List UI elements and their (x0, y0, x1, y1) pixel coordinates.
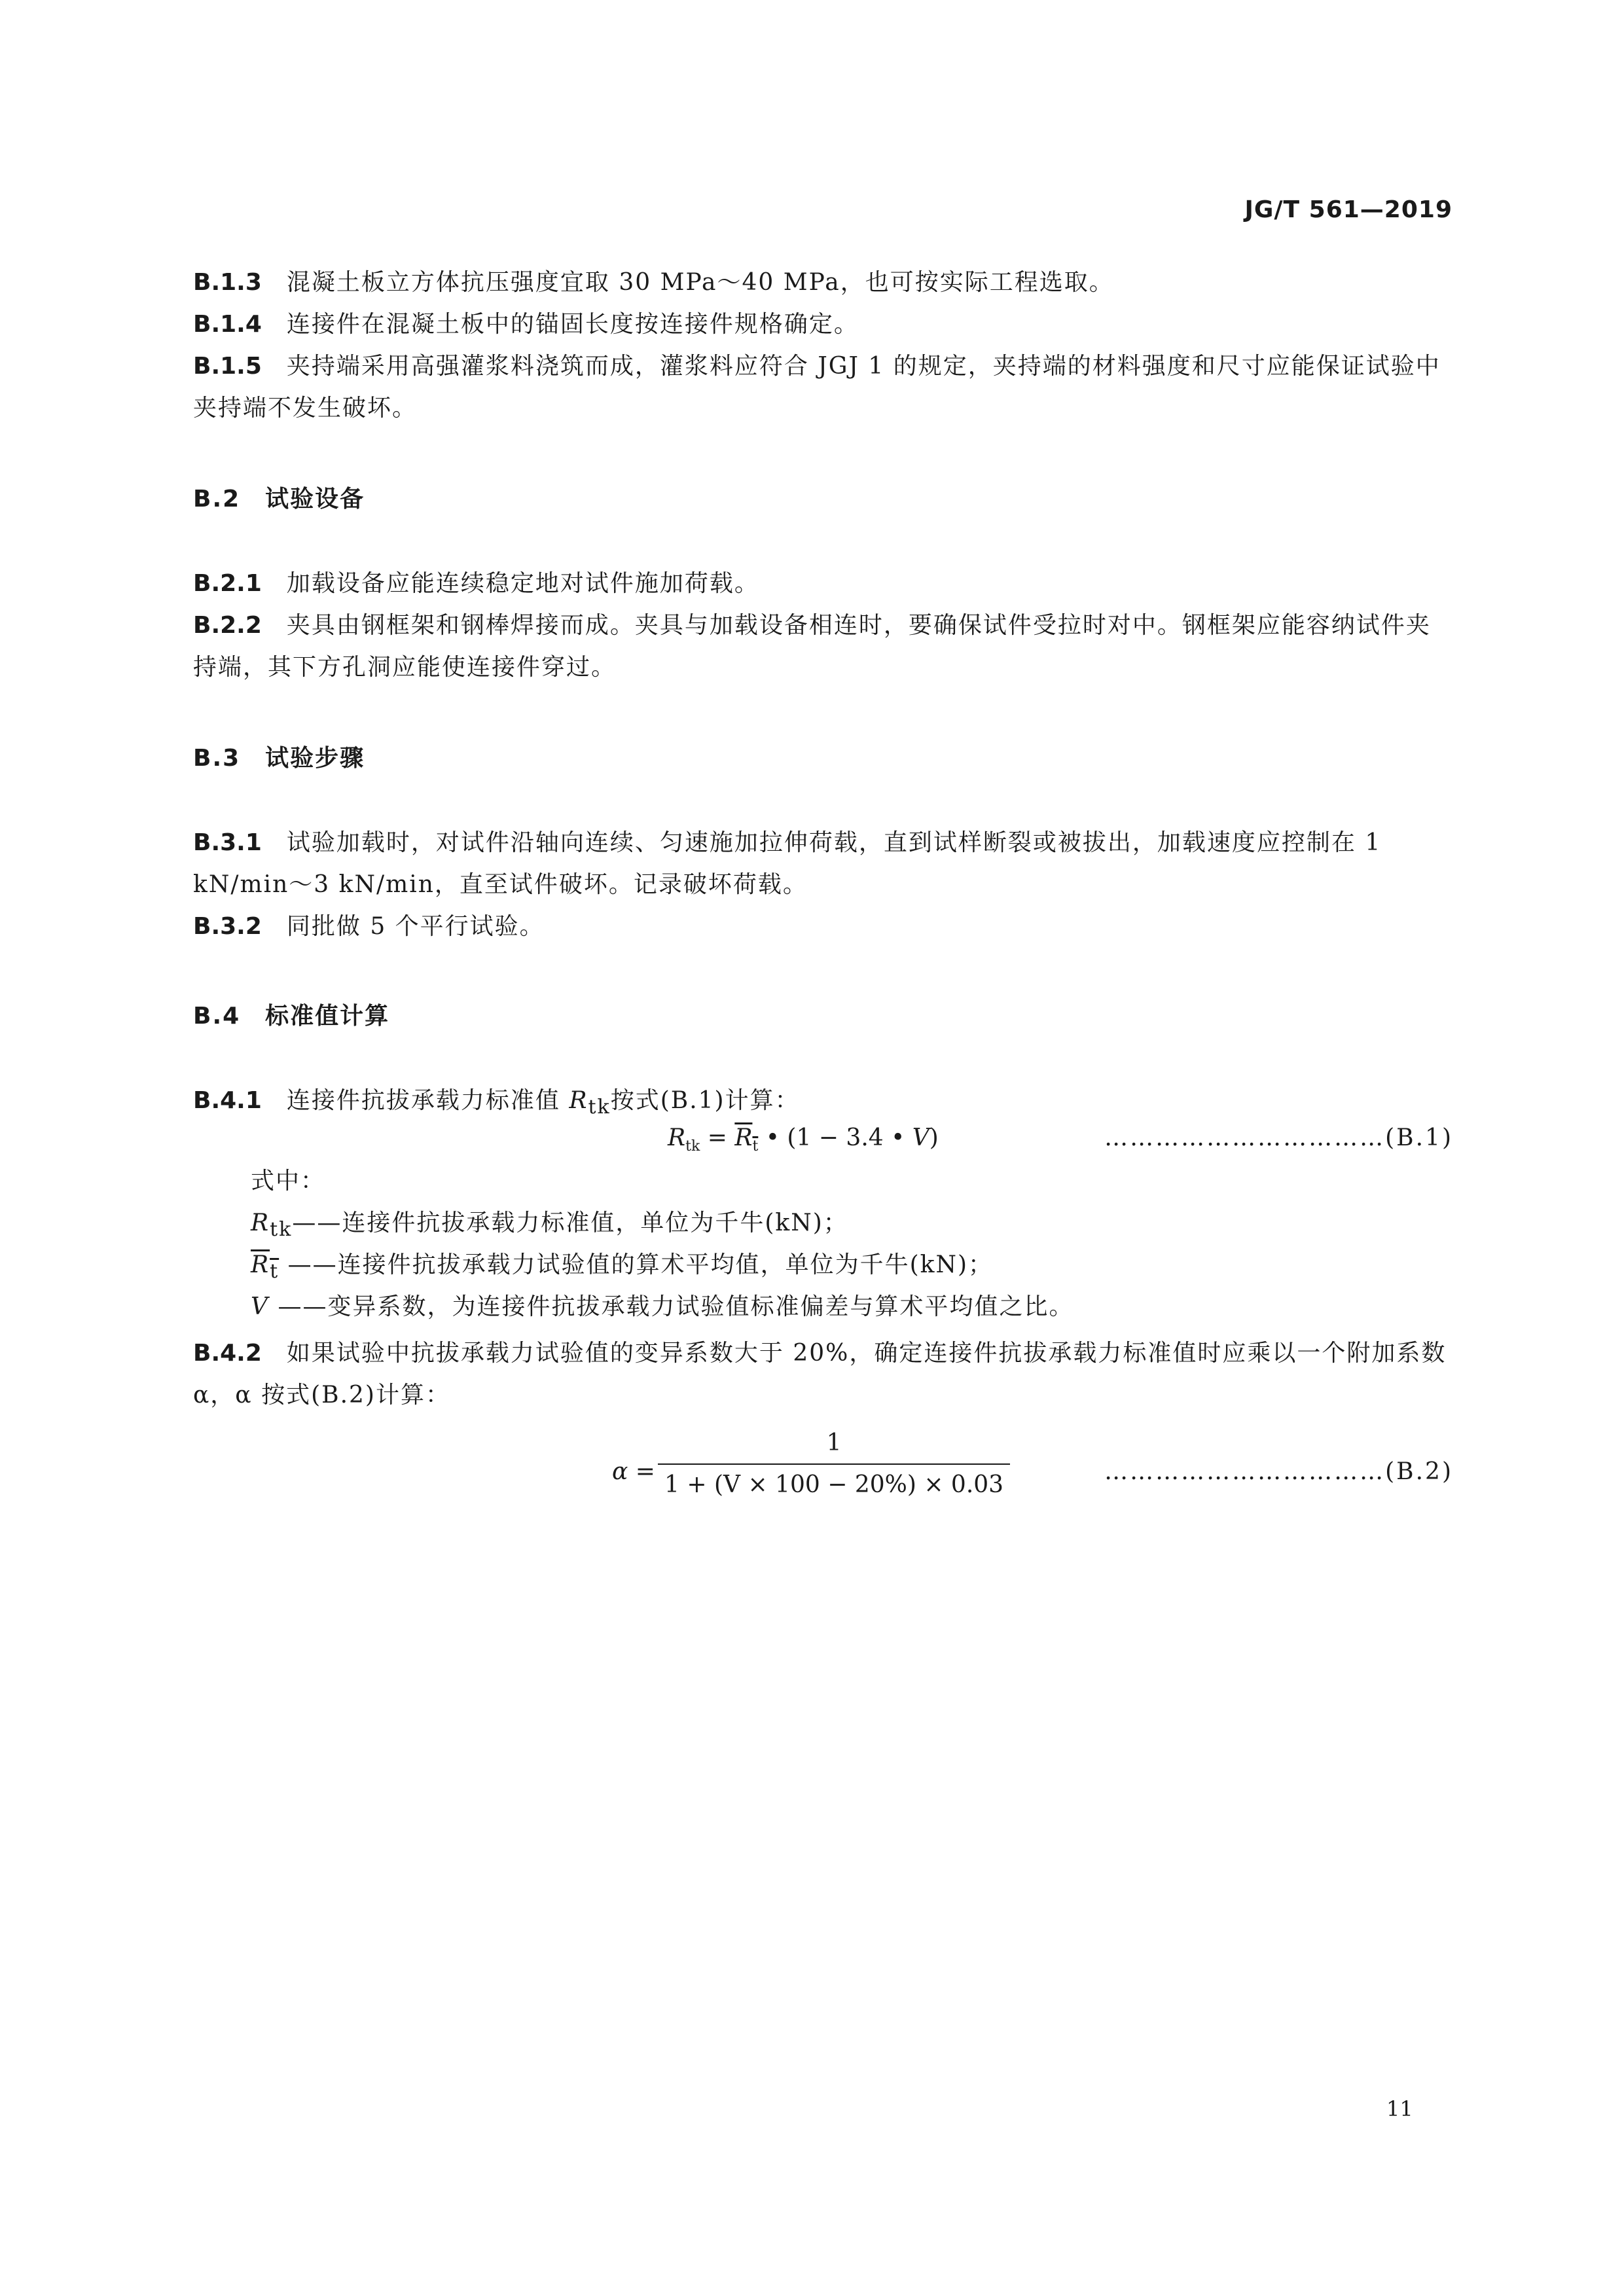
clause-b13 (193, 262, 1453, 304)
where-symbol: V (251, 1293, 269, 1320)
standard-number: JG/T 561—2019 (1244, 196, 1453, 223)
where-desc: ——连接件抗拔承载力标准值，单位为千牛(kN)； (292, 1210, 848, 1236)
formula-mean-sub: t (752, 1138, 759, 1155)
fraction-numerator: 1 (826, 1429, 842, 1456)
section-title: 试验步骤 (265, 745, 365, 772)
section-title: 试验设备 (265, 486, 365, 512)
formula-b2 (193, 1427, 1453, 1518)
clause-text: 混凝土板立方体抗压强度宜取 30 MPa～40 MPa，也可按实际工程选取。 (286, 269, 1114, 296)
section-heading-b2 (193, 483, 365, 516)
section-number: B.4 (193, 1003, 241, 1030)
formula-mean-symbol: R (734, 1124, 753, 1151)
where-item (251, 1249, 993, 1285)
where-item (251, 1207, 848, 1244)
clause-number: B.3.1 (193, 829, 262, 856)
formula-fraction (658, 1427, 1010, 1502)
page-number: 11 (1386, 2096, 1413, 2121)
clause-text: 同批做 5 个平行试验。 (286, 913, 545, 940)
formula-var: V (912, 1124, 929, 1151)
section-number: B.3 (193, 745, 241, 772)
formula-lhs: α (612, 1458, 628, 1485)
clause-b32 (193, 906, 1453, 948)
clause-text: 夹具由钢框架和钢棒焊接而成。夹具与加载设备相连时，要确保试件受拉时对中。钢框架应能容纳试件夹持端，其下方孔洞应能使连接件穿过。 (193, 612, 1431, 681)
formula-eq: = (700, 1124, 735, 1151)
clause-b15 (193, 346, 1453, 429)
where-symbol: R (251, 1251, 270, 1278)
clause-number: B.1.3 (193, 269, 262, 296)
where-mean (251, 1251, 280, 1283)
clause-b14 (193, 304, 1453, 346)
clause-text: 按式(B.1)计算： (610, 1087, 800, 1114)
equation-tag: ……………………………(B.1) (1104, 1124, 1453, 1151)
where-subscript: tk (270, 1218, 293, 1242)
clause-b31 (193, 822, 1453, 906)
clause-text: 如果试验中抗拔承载力试验值的变异系数大于 20%，确定连接件抗拔承载力标准值时应乘以一个附加系数 α，α 按式(B.2)计算： (193, 1340, 1447, 1408)
where-desc: ——变异系数，为连接件抗拔承载力试验值标准偏差与算术平均值之比。 (269, 1293, 1074, 1320)
equation-tag: ……………………………(B.2) (1104, 1458, 1453, 1485)
clause-number: B.2.2 (193, 612, 262, 639)
clause-text: 试验加载时，对试件沿轴向连续、匀速施加拉伸荷载，直到试样断裂或被拔出，加载速度应控制在 1 kN/min～3 kN/min，直至试件破坏。记录破坏荷载。 (193, 829, 1382, 898)
formula-mean (734, 1124, 759, 1155)
fraction-denominator: 1 + (V × 100 − 20%) × 0.03 (664, 1471, 1004, 1499)
where-desc: ——连接件抗拔承载力试验值的算术平均值，单位为千牛(kN)； (279, 1251, 994, 1278)
symbol-subscript: tk (588, 1096, 611, 1119)
clause-b42 (193, 1333, 1453, 1416)
clause-number: B.4.2 (193, 1340, 262, 1367)
where-subscript: t (270, 1260, 280, 1283)
section-number: B.2 (193, 486, 241, 512)
clause-number: B.1.4 (193, 311, 262, 338)
formula-rest: • (1 − 3.4 • (758, 1124, 912, 1151)
formula-lhs-sub: tk (685, 1138, 700, 1155)
clause-b22 (193, 605, 1453, 689)
clause-b21 (193, 563, 1453, 605)
clause-text: 连接件在混凝土板中的锚固长度按连接件规格确定。 (286, 311, 859, 338)
section-heading-b3 (193, 742, 365, 775)
formula-expression (668, 1122, 939, 1157)
clause-text: 夹持端采用高强灌浆料浇筑而成，灌浆料应符合 JGJ 1 的规定，夹持端的材料强度和尺寸应能保证试验中夹持端不发生破坏。 (193, 353, 1441, 422)
formula-b1 (193, 1122, 1453, 1164)
where-item (251, 1291, 1074, 1323)
clause-text: 加载设备应能连续稳定地对试件施加荷载。 (286, 570, 759, 597)
clause-text: 连接件抗拔承载力标准值 (286, 1087, 569, 1114)
clause-number: B.1.5 (193, 353, 262, 380)
clause-number: B.2.1 (193, 570, 262, 597)
clause-number: B.3.2 (193, 913, 262, 940)
formula-lhs: R (668, 1124, 686, 1151)
formula-lhs-group (612, 1456, 655, 1488)
section-heading-b4 (193, 1000, 389, 1033)
where-label: 式中： (251, 1168, 326, 1194)
clause-number: B.4.1 (193, 1087, 262, 1114)
symbol: R (569, 1087, 588, 1114)
where-symbol: R (251, 1210, 270, 1236)
section-title: 标准值计算 (265, 1003, 390, 1030)
formula-close: ) (929, 1124, 939, 1151)
formula-eq: = (628, 1458, 655, 1485)
